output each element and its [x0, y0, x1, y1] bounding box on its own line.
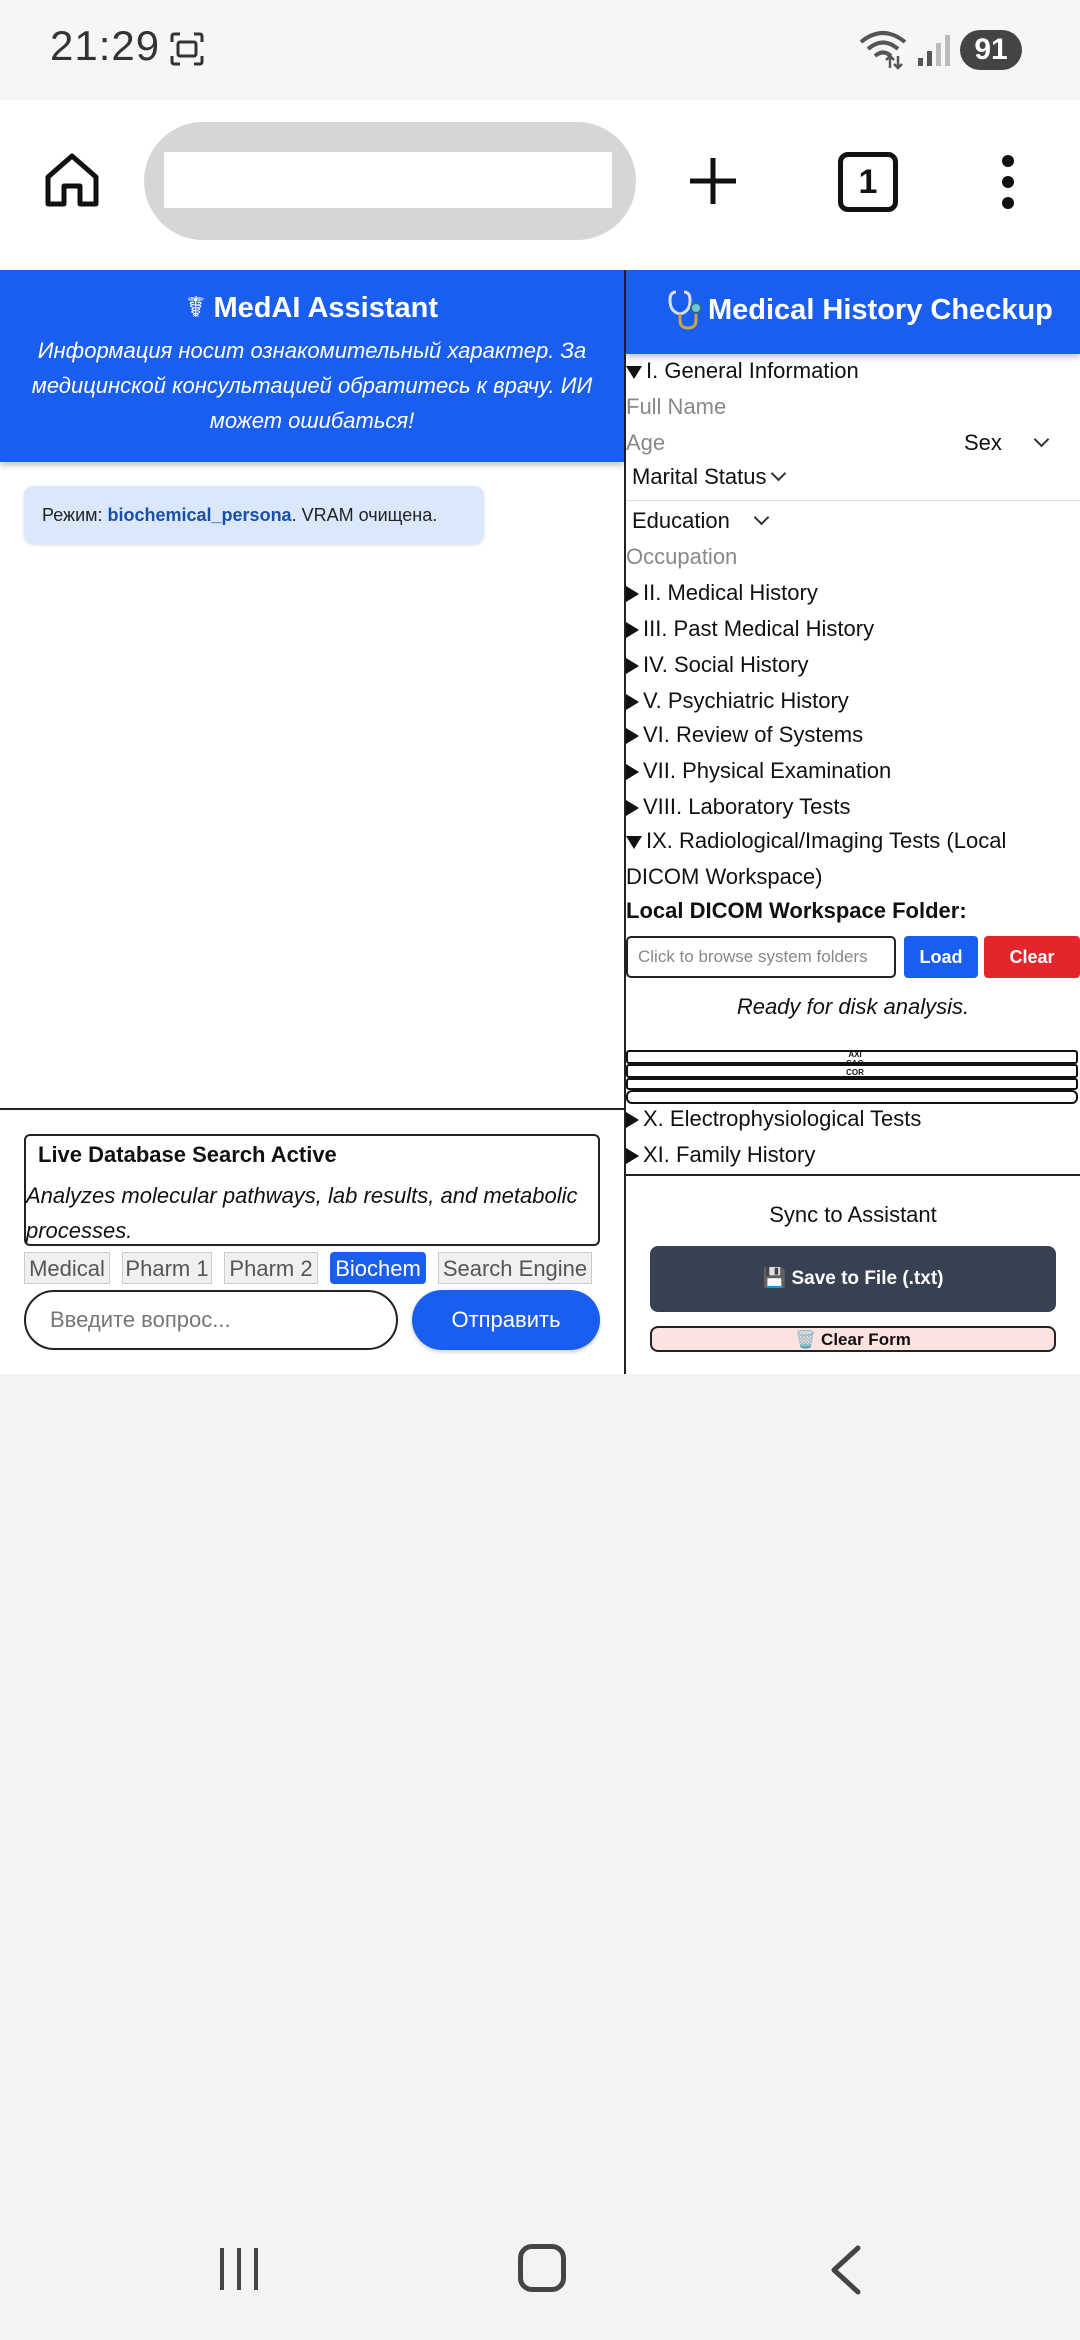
disclaimer-text: Информация носит ознакомительный характер. За медицинской консультацией обратитесь к врачу. ИИ может ошибаться! [31, 338, 593, 433]
mode-persona: biochemical_persona [107, 505, 292, 525]
search-status-box [24, 1134, 600, 1246]
more-vert-icon[interactable] [996, 154, 1020, 210]
battery-icon: 91 [960, 30, 1022, 70]
address-bar[interactable] [144, 122, 636, 240]
nav-home-button[interactable] [518, 2244, 566, 2292]
dicom-status-text: Ready for disk analysis. [736, 994, 970, 1019]
clear-form-button[interactable]: 🗑️ Clear Form [650, 1326, 1056, 1352]
home-icon[interactable] [42, 150, 102, 210]
section-physical-examination[interactable]: VII. Physical Examination [626, 758, 891, 784]
full-name-field[interactable]: Full Name [626, 394, 727, 419]
caret-right-icon [626, 622, 639, 638]
section-electrophysiological-tests[interactable]: X. Electrophysiological Tests [626, 1106, 921, 1132]
section-medical-history[interactable]: II. Medical History [626, 580, 818, 606]
browser-toolbar [0, 100, 1080, 272]
chevron-down-icon [754, 510, 770, 526]
chat-title: ☤ MedAI Assistant [186, 292, 438, 324]
caret-right-icon [626, 728, 639, 744]
url-field[interactable] [164, 152, 612, 208]
caret-right-icon [626, 800, 639, 816]
send-button[interactable]: Отправить [412, 1290, 600, 1350]
chat-input-area [0, 1108, 624, 1376]
caret-right-icon [626, 694, 639, 710]
education-select[interactable]: Education [632, 508, 767, 534]
sync-to-assistant-label[interactable]: Sync to Assistant [769, 1202, 937, 1227]
divider [626, 500, 1080, 501]
question-input[interactable]: Введите вопрос... [24, 1290, 398, 1350]
medical-caduceus-icon: ☤ [186, 292, 206, 324]
marital-status-select[interactable]: Marital Status [632, 464, 784, 490]
section-general-information[interactable]: I. General Information [626, 358, 859, 384]
section-family-history[interactable]: XI. Family History [626, 1142, 815, 1168]
sex-select[interactable]: Sex [964, 430, 1047, 456]
sync-area [626, 1174, 1080, 1349]
age-field[interactable]: Age [626, 430, 666, 455]
dicom-folder-label: Local DICOM Workspace Folder: [626, 898, 967, 923]
chevron-down-icon [770, 466, 786, 482]
tab-medical[interactable]: Medical [24, 1252, 110, 1284]
dicom-viewer [626, 1050, 1080, 1104]
caret-right-icon [626, 1112, 639, 1128]
tab-biochem[interactable]: Biochem [330, 1252, 426, 1284]
caret-right-icon [626, 764, 639, 780]
back-icon[interactable] [826, 2244, 866, 2296]
tab-count-button[interactable]: 1 [838, 152, 898, 212]
search-status-title: Live Database Search Active [38, 1142, 337, 1167]
status-time: 21:29 [50, 22, 161, 69]
section-psychiatric-history[interactable]: V. Psychiatric History [626, 688, 849, 714]
clear-button[interactable]: Clear [984, 936, 1080, 978]
screenshot-icon [168, 30, 206, 68]
chevron-down-icon [1034, 432, 1050, 448]
caret-down-icon [626, 836, 642, 849]
page-content [0, 270, 1080, 1374]
tab-search-engine[interactable]: Search Engine [438, 1252, 592, 1284]
chat-pane [0, 270, 626, 1374]
section-laboratory-tests[interactable]: VIII. Laboratory Tests [626, 794, 850, 820]
section-review-of-systems[interactable]: VI. Review of Systems [626, 722, 863, 748]
tab-pharm-1[interactable]: Pharm 1 [122, 1252, 212, 1284]
medical-history-title: Medical History Checkup [708, 294, 1053, 326]
chat-header [0, 270, 624, 462]
section-social-history[interactable]: IV. Social History [626, 652, 808, 678]
caret-right-icon [626, 658, 639, 674]
viewer-coronal [626, 1078, 1078, 1090]
save-to-file-button[interactable]: 💾 Save to File (.txt) [650, 1246, 1056, 1312]
section-imaging-tests-line2: DICOM Workspace) [626, 864, 823, 889]
caret-right-icon [626, 586, 639, 602]
occupation-field[interactable]: Occupation [626, 544, 738, 569]
viewer-labels: AXI SAG COR [846, 1050, 864, 1077]
medical-history-pane [626, 270, 1080, 1374]
load-button[interactable]: Load [904, 936, 978, 978]
caret-right-icon [626, 1148, 639, 1164]
plus-icon[interactable] [686, 154, 740, 208]
viewer-preview [626, 1090, 1078, 1104]
search-status-description: Analyzes molecular pathways, lab results, and metabolic processes. [26, 1183, 578, 1243]
medical-history-header [626, 270, 1080, 354]
wifi-icon [858, 28, 908, 70]
recents-icon[interactable] [216, 2246, 262, 2292]
stethoscope-icon [666, 288, 706, 332]
system-message: Режим: biochemical_persona. VRAM очищена. [24, 486, 484, 544]
section-past-medical-history[interactable]: III. Past Medical History [626, 616, 874, 642]
caret-down-icon [626, 366, 642, 379]
status-bar [0, 0, 1080, 100]
folder-browse-input[interactable]: Click to browse system folders [626, 936, 896, 978]
tab-pharm-2[interactable]: Pharm 2 [224, 1252, 318, 1284]
section-imaging-tests[interactable]: IX. Radiological/Imaging Tests (Local [626, 828, 1006, 854]
signal-icon [916, 32, 952, 68]
